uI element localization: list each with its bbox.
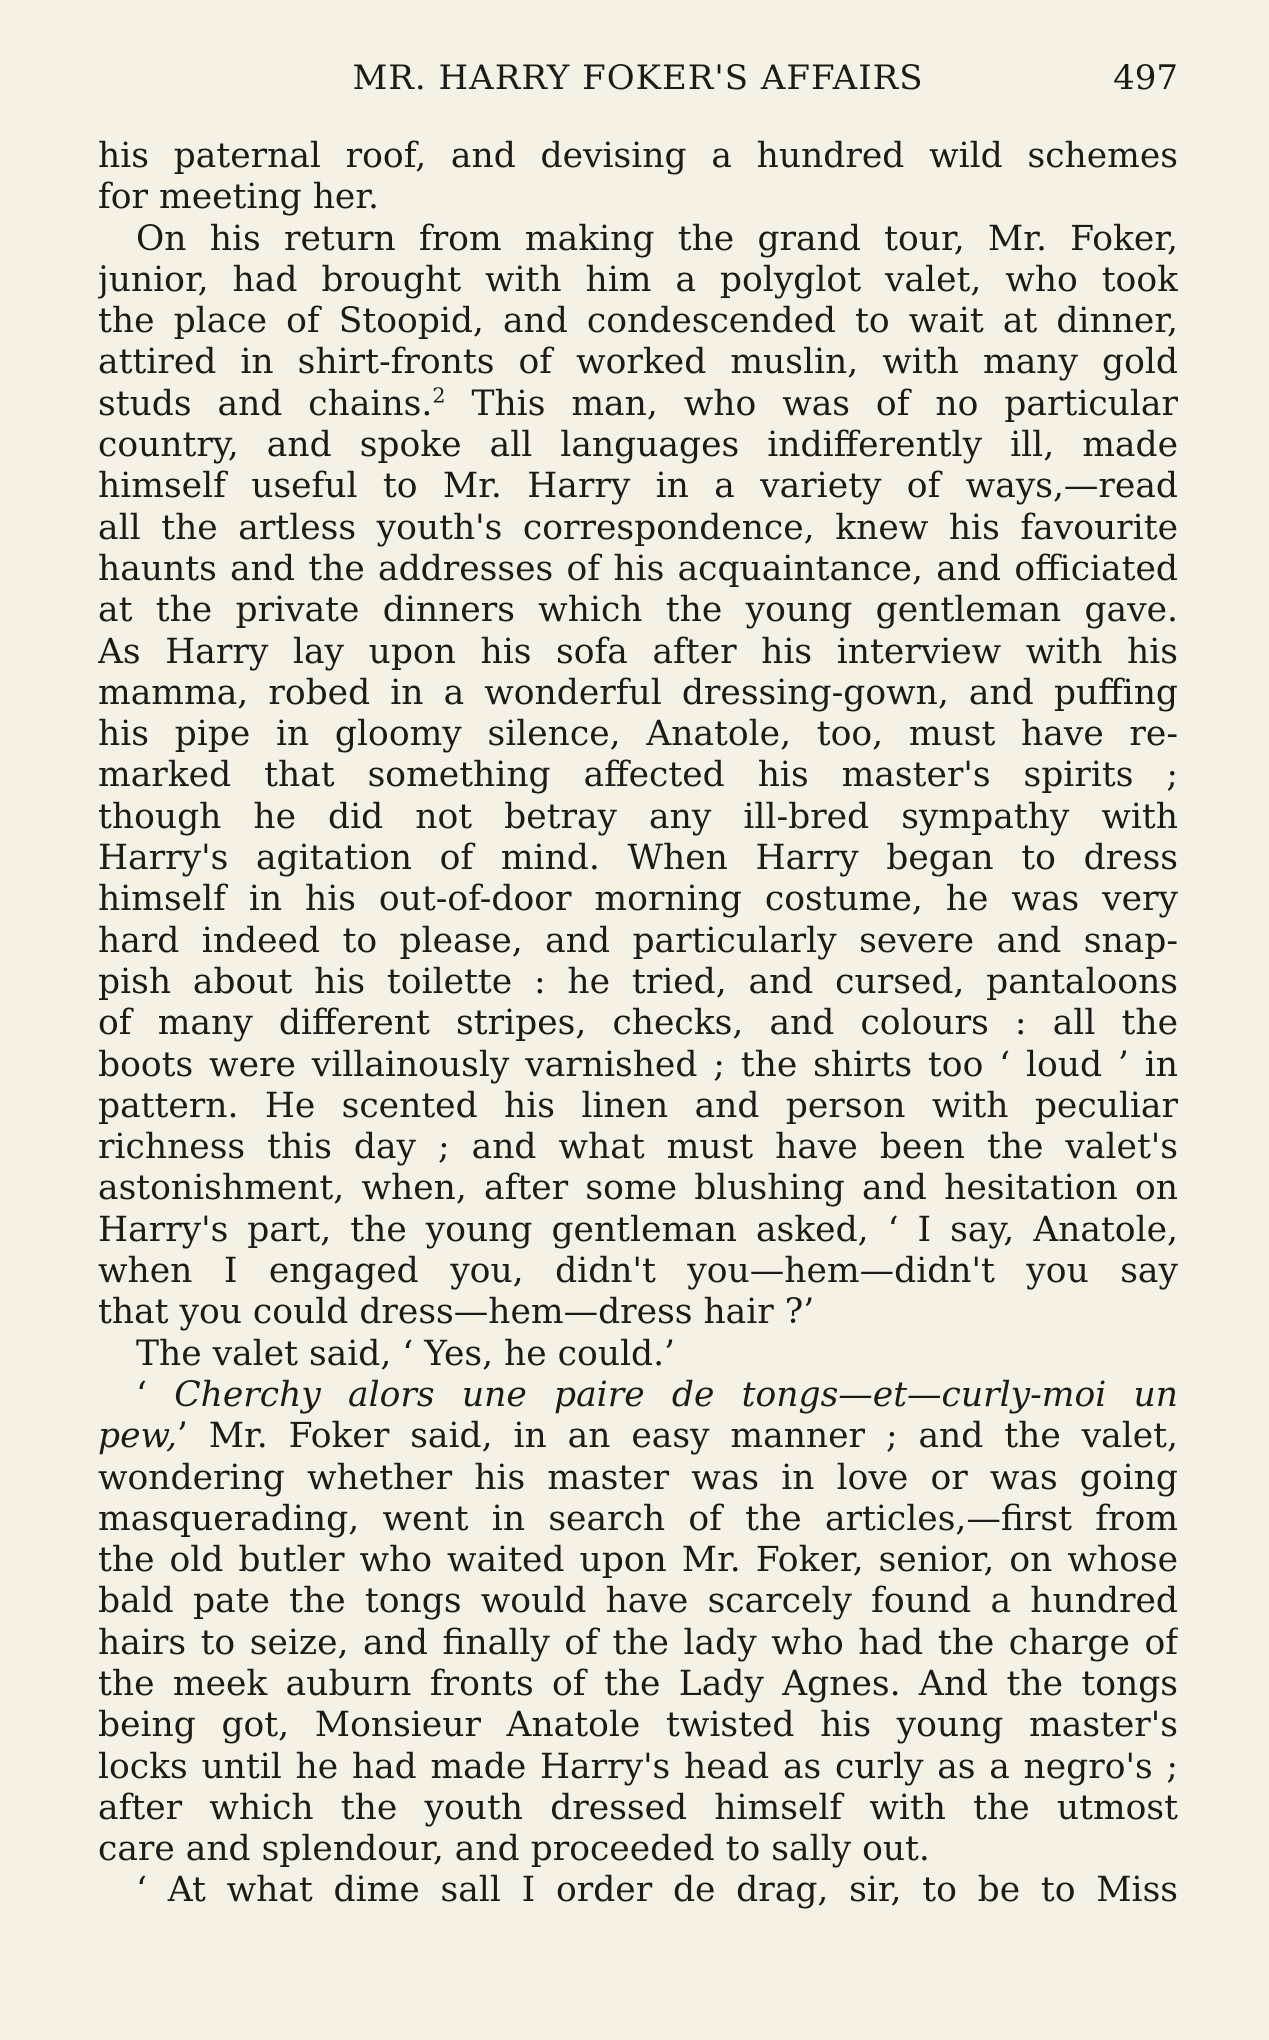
text-line bbox=[98, 797, 1178, 838]
text-run: boots were villainously varnished ; the shirts too ‘ loud ’ in bbox=[98, 1044, 1178, 1085]
text-run: The valet said, ‘ Yes, he could.’ bbox=[136, 1333, 676, 1374]
text-line bbox=[98, 177, 1178, 218]
text-line bbox=[98, 673, 1178, 714]
text-run: after which the youth dressed himself with the utmost bbox=[98, 1787, 1178, 1828]
text-run: ’ Mr. Foker said, in an easy manner ; and the valet, bbox=[176, 1416, 1178, 1457]
text-run: ‘ bbox=[136, 1374, 175, 1415]
text-run: This man, who was of no particular bbox=[445, 383, 1178, 424]
text-run: hairs to seize, and finally of the lady who had the charge of bbox=[98, 1622, 1178, 1663]
text-run: masquerading, went in search of the articles,—first from bbox=[98, 1498, 1178, 1539]
text-run: pattern. He scented his linen and person with peculiar bbox=[98, 1085, 1178, 1126]
text-run: marked that something affected his master's spirits ; bbox=[98, 755, 1178, 796]
text-run: care and splendour, and proceeded to sally out. bbox=[98, 1829, 930, 1870]
text-line bbox=[98, 1251, 1178, 1292]
text-line bbox=[98, 1375, 1178, 1416]
text-line bbox=[98, 838, 1178, 879]
text-run: his pipe in gloomy silence, Anatole, too, must have re- bbox=[98, 714, 1178, 755]
text-run: bald pate the tongs would have scarcely found a hundred bbox=[98, 1581, 1178, 1622]
text-line bbox=[98, 1540, 1178, 1581]
text-line bbox=[98, 1127, 1178, 1168]
text-run: hard indeed to please, and particularly severe and snap- bbox=[98, 920, 1178, 961]
text-line bbox=[98, 1334, 1178, 1375]
text-line bbox=[98, 1416, 1178, 1457]
text-run: all the artless youth's correspondence, knew his favourite bbox=[98, 507, 1178, 548]
text-line bbox=[98, 1210, 1178, 1251]
text-line bbox=[98, 1870, 1178, 1911]
text-run: ‘ At what dime sall I order de drag, sir, to be to Miss bbox=[136, 1870, 1178, 1911]
text-run: studs and chains. bbox=[98, 383, 433, 424]
text-run: locks until he had made Harry's head as curly as a negro's ; bbox=[98, 1746, 1178, 1787]
text-run: astonishment, when, after some blushing and hesitation on bbox=[98, 1168, 1178, 1209]
text-line bbox=[98, 1086, 1178, 1127]
text-line bbox=[98, 1829, 1178, 1870]
text-run: that you could dress—hem—dress hair ?’ bbox=[98, 1292, 815, 1333]
page-number: 497 bbox=[1113, 58, 1178, 98]
text-line bbox=[98, 136, 1178, 177]
text-line bbox=[98, 1623, 1178, 1664]
body-text bbox=[98, 136, 1178, 1912]
text-run: wondering whether his master was in love or was going bbox=[98, 1457, 1178, 1498]
italic-text: pew, bbox=[98, 1416, 177, 1457]
text-line bbox=[98, 1003, 1178, 1044]
text-line bbox=[98, 301, 1178, 342]
text-run: richness this day ; and what must have been the valet's bbox=[98, 1127, 1178, 1168]
text-run: mamma, robed in a wonderful dressing-gown, and puffing bbox=[98, 672, 1178, 713]
text-line bbox=[98, 466, 1178, 507]
text-line bbox=[98, 879, 1178, 920]
text-line bbox=[98, 921, 1178, 962]
text-run: himself useful to Mr. Harry in a variety of ways,—read bbox=[98, 466, 1178, 507]
text-run: the meek auburn fronts of the Lady Agnes. And the tongs bbox=[98, 1663, 1178, 1704]
text-line bbox=[98, 1045, 1178, 1086]
text-run: when I engaged you, didn't you—hem—didn't you say bbox=[98, 1251, 1178, 1292]
text-run: junior, had brought with him a polyglot valet, who took bbox=[98, 259, 1178, 300]
text-run: at the private dinners which the young gentleman gave. bbox=[98, 590, 1178, 631]
text-line bbox=[98, 1788, 1178, 1829]
text-line bbox=[98, 549, 1178, 590]
text-run: Harry's agitation of mind. When Harry began to dress bbox=[98, 838, 1178, 879]
text-line bbox=[98, 425, 1178, 466]
text-run: the place of Stoopid, and condescended to wait at dinner, bbox=[98, 301, 1178, 342]
text-line bbox=[98, 632, 1178, 673]
text-run: As Harry lay upon his sofa after his interview with his bbox=[98, 631, 1178, 672]
text-line bbox=[98, 1705, 1178, 1746]
text-line bbox=[98, 1168, 1178, 1209]
text-run: his paternal roof, and devising a hundred wild schemes bbox=[98, 136, 1178, 176]
text-line bbox=[98, 755, 1178, 796]
text-run: of many different stripes, checks, and colours : all the bbox=[98, 1003, 1178, 1044]
text-run: himself in his out-of-door morning costume, he was very bbox=[98, 879, 1178, 920]
text-run: country, and spoke all languages indifferently ill, made bbox=[98, 425, 1178, 466]
text-run: attired in shirt-fronts of worked muslin, with many gold bbox=[98, 342, 1178, 383]
text-run: the old butler who waited upon Mr. Foker, senior, on whose bbox=[98, 1540, 1178, 1581]
footnote-marker: 2 bbox=[432, 383, 446, 408]
text-run: being got, Monsieur Anatole twisted his young master's bbox=[98, 1705, 1178, 1746]
text-line bbox=[98, 962, 1178, 1003]
text-line bbox=[98, 1458, 1178, 1499]
text-line bbox=[98, 342, 1178, 383]
text-run: haunts and the addresses of his acquaintance, and officiated bbox=[98, 548, 1178, 589]
text-line bbox=[98, 1292, 1178, 1333]
text-line bbox=[98, 590, 1178, 631]
text-line bbox=[98, 714, 1178, 755]
text-line bbox=[98, 1581, 1178, 1622]
text-line bbox=[98, 508, 1178, 549]
text-line bbox=[98, 384, 1178, 425]
text-run: for meeting her. bbox=[98, 177, 380, 218]
text-line bbox=[98, 260, 1178, 301]
text-line bbox=[98, 219, 1178, 260]
text-run: On his return from making the grand tour, Mr. Foker, bbox=[136, 218, 1178, 259]
text-run: pish about his toilette : he tried, and cursed, pantaloons bbox=[98, 961, 1178, 1002]
text-line bbox=[98, 1747, 1178, 1788]
text-run: Harry's part, the young gentleman asked, ‘ I say, Anatole, bbox=[98, 1209, 1178, 1250]
running-head bbox=[98, 58, 1178, 108]
running-title: MR. HARRY FOKER'S AFFAIRS bbox=[352, 58, 924, 98]
text-line bbox=[98, 1499, 1178, 1540]
text-run: though he did not betray any ill-bred sympathy with bbox=[98, 796, 1178, 837]
italic-text: Cherchy alors une paire de tongs—et—curly-moi un bbox=[174, 1374, 1178, 1415]
text-line bbox=[98, 1664, 1178, 1705]
